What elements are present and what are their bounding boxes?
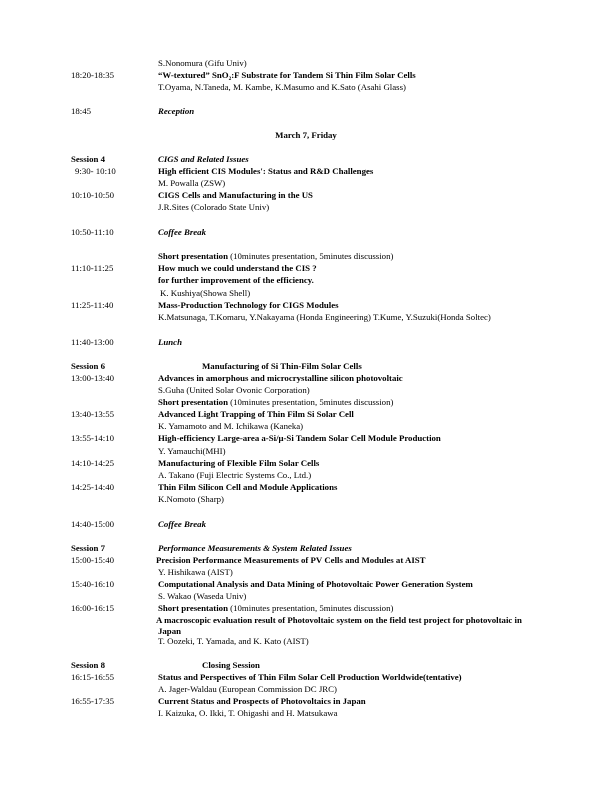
entry-authors (160, 288, 250, 299)
entry-text: T.Oyama, N.Taneda, M. Kambe, K.Masumo and K.Sato (Asahi Glass) (158, 82, 406, 92)
entry-title (158, 70, 416, 81)
entry-text: Coffee Break (158, 519, 206, 529)
entry-text: High efficient CIS Modules': Status and R&D Challenges (158, 166, 374, 176)
entry-text: High-efficiency Large-area a-Si/μ-Si Tandem Solar Cell Module Production (158, 433, 441, 443)
entry-title (158, 543, 352, 554)
day-heading: March 7, Friday (275, 130, 337, 140)
entry-title (158, 263, 317, 274)
entry-authors (158, 178, 225, 189)
entry-text: I. Kaizuka, O. Ikki, T. Ohigashi and H. Matsukawa (158, 708, 338, 718)
entry-title (202, 660, 260, 671)
session-label: Session 6 (71, 361, 105, 371)
entry-text: J.R.Sites (Colorado State Univ) (158, 202, 270, 212)
entry-text: Y. Yamauchi(MHI) (158, 446, 226, 456)
entry-text: K.Matsunaga, T.Komaru, Y.Nakayama (Honda Engineering) T.Kume, Y.Suzuki(Honda Soltec) (158, 312, 491, 322)
entry-title (158, 337, 182, 348)
entry-text: S.Nonomura (Gifu Univ) (158, 58, 247, 68)
entry-title (158, 433, 441, 444)
entry-text: A. Jager-Waldau (European Commission DC JRC) (158, 684, 337, 694)
entry-title (158, 275, 314, 286)
entry-title (158, 106, 194, 117)
entry-text: for further improvement of the efficiency. (158, 275, 314, 285)
time-slot: 14:25-14:40 (71, 482, 115, 492)
entry-text: Precision Performance Measurements of PV Cells and Modules at AIST (156, 555, 426, 565)
entry-text: Performance Measurements & System Related Issues (158, 543, 352, 553)
time-slot: 14:10-14:25 (71, 458, 115, 468)
entry-text: Y. Hishikawa (AIST) (158, 567, 233, 577)
entry-text: Status and Perspectives of Thin Film Solar Cell Production Worldwide(tentative) (158, 672, 462, 682)
entry-note: (10minutes presentation, 5minutes discussion) (227, 397, 394, 407)
entry-title (158, 154, 249, 165)
entry-text: Closing Session (202, 660, 260, 670)
entry-title (158, 166, 373, 177)
entry-text: Short presentation (158, 251, 228, 261)
time-slot: 13:00-13:40 (71, 373, 115, 383)
entry-text: Thin Film Silicon Cell and Module Applications (158, 482, 338, 492)
entry-title (156, 555, 426, 566)
entry-text: Manufacturing of Flexible Film Solar Cells (158, 458, 320, 468)
entry-title (158, 519, 206, 530)
entry-text: Short presentation (158, 603, 228, 613)
entry-text: A. Takano (Fuji Electric Systems Co., Ltd.) (158, 470, 312, 480)
entry-text: How much we could understand the CIS ? (158, 263, 317, 273)
entry-title (158, 603, 393, 614)
entry-note: (10minutes presentation, 5minutes discussion) (227, 251, 394, 261)
time-slot: 18:45 (71, 106, 92, 116)
entry-authors (158, 636, 309, 647)
entry-text: Current Status and Prospects of Photovoltaics in Japan (158, 696, 366, 706)
time-slot: 9:30- 10:10 (75, 166, 116, 176)
entry-authors (158, 202, 269, 213)
time-slot: 16:15-16:55 (71, 672, 115, 682)
entry-authors (158, 385, 310, 396)
entry-title (158, 672, 462, 683)
entry-title (202, 361, 362, 372)
entry-authors (158, 312, 491, 323)
entry-title (158, 251, 393, 262)
entry-text: M. Powalla (ZSW) (158, 178, 226, 188)
entry-authors (158, 708, 337, 719)
entry-text: Coffee Break (158, 227, 206, 237)
entry-text: K. Kushiya(Showa Shell) (160, 288, 251, 298)
time-slot: 10:50-11:10 (71, 227, 114, 237)
time-slot: 11:10-11:25 (71, 263, 114, 273)
entry-authors (158, 82, 406, 93)
entry-text: A macroscopic evaluation result of Photovoltaic system on the field test project for photovoltaic in (156, 615, 522, 625)
entry-text: T. Oozeki, T. Yamada, and K. Kato (AIST) (158, 636, 309, 646)
session-label: Session 8 (71, 660, 105, 670)
time-slot: 18:20-18:35 (71, 70, 115, 80)
entry-text: Mass-Production Technology for CIGS Modules (158, 300, 339, 310)
entry-title (158, 409, 354, 420)
entry-title (158, 696, 366, 707)
entry-authors (158, 58, 247, 69)
entry-title (158, 458, 319, 469)
entry-authors (158, 494, 224, 505)
entry-title (158, 579, 473, 590)
entry-text: Short presentation (158, 397, 228, 407)
entry-title (158, 227, 206, 238)
entry-text: K. Yamamoto and M. Ichikawa (Kaneka) (158, 421, 304, 431)
entry-text: Computational Analysis and Data Mining of Photovoltaic Power Generation System (158, 579, 473, 589)
time-slot: 11:25-11:40 (71, 300, 114, 310)
entry-text: Japan (158, 626, 181, 636)
entry-text: Reception (158, 106, 195, 116)
entry-authors (158, 446, 226, 457)
entry-text: “W-textured” SnO₂:F Substrate for Tandem Si Thin Film Solar Cells (158, 70, 416, 80)
time-slot: 13:40-13:55 (71, 409, 115, 419)
entry-title (158, 397, 393, 408)
entry-text: Advanced Light Trapping of Thin Film Si Solar Cell (158, 409, 354, 419)
time-slot: 16:55-17:35 (71, 696, 115, 706)
time-slot: 15:40-16:10 (71, 579, 115, 589)
entry-text: Manufacturing of Si Thin-Film Solar Cells (202, 361, 362, 371)
entry-authors (158, 470, 311, 481)
session-label: Session 7 (71, 543, 105, 553)
time-slot: 16:00-16:15 (71, 603, 115, 613)
entry-text: S. Wakao (Waseda Univ) (158, 591, 247, 601)
entry-text: Advances in amorphous and microcrystalline silicon photovoltaic (158, 373, 403, 383)
entry-title (158, 482, 337, 493)
entry-note: (10minutes presentation, 5minutes discussion) (227, 603, 394, 613)
entry-authors (158, 421, 303, 432)
entry-title (158, 300, 339, 311)
time-slot: 11:40-13:00 (71, 337, 114, 347)
entry-title (158, 373, 403, 384)
entry-title (158, 190, 313, 201)
entry-authors (158, 684, 337, 695)
entry-title (156, 615, 522, 626)
time-slot: 13:55-14:10 (71, 433, 115, 443)
time-slot: 14:40-15:00 (71, 519, 115, 529)
entry-authors (158, 591, 246, 602)
entry-text: S.Guha (United Solar Ovonic Corporation) (158, 385, 310, 395)
entry-text: K.Nomoto (Sharp) (158, 494, 224, 504)
session-label: Session 4 (71, 154, 105, 164)
entry-text: Lunch (158, 337, 182, 347)
entry-text: CIGS Cells and Manufacturing in the US (158, 190, 313, 200)
time-slot: 10:10-10:50 (71, 190, 115, 200)
entry-text: CIGS and Related Issues (158, 154, 249, 164)
entry-authors (158, 567, 233, 578)
time-slot: 15:00-15:40 (71, 555, 115, 565)
